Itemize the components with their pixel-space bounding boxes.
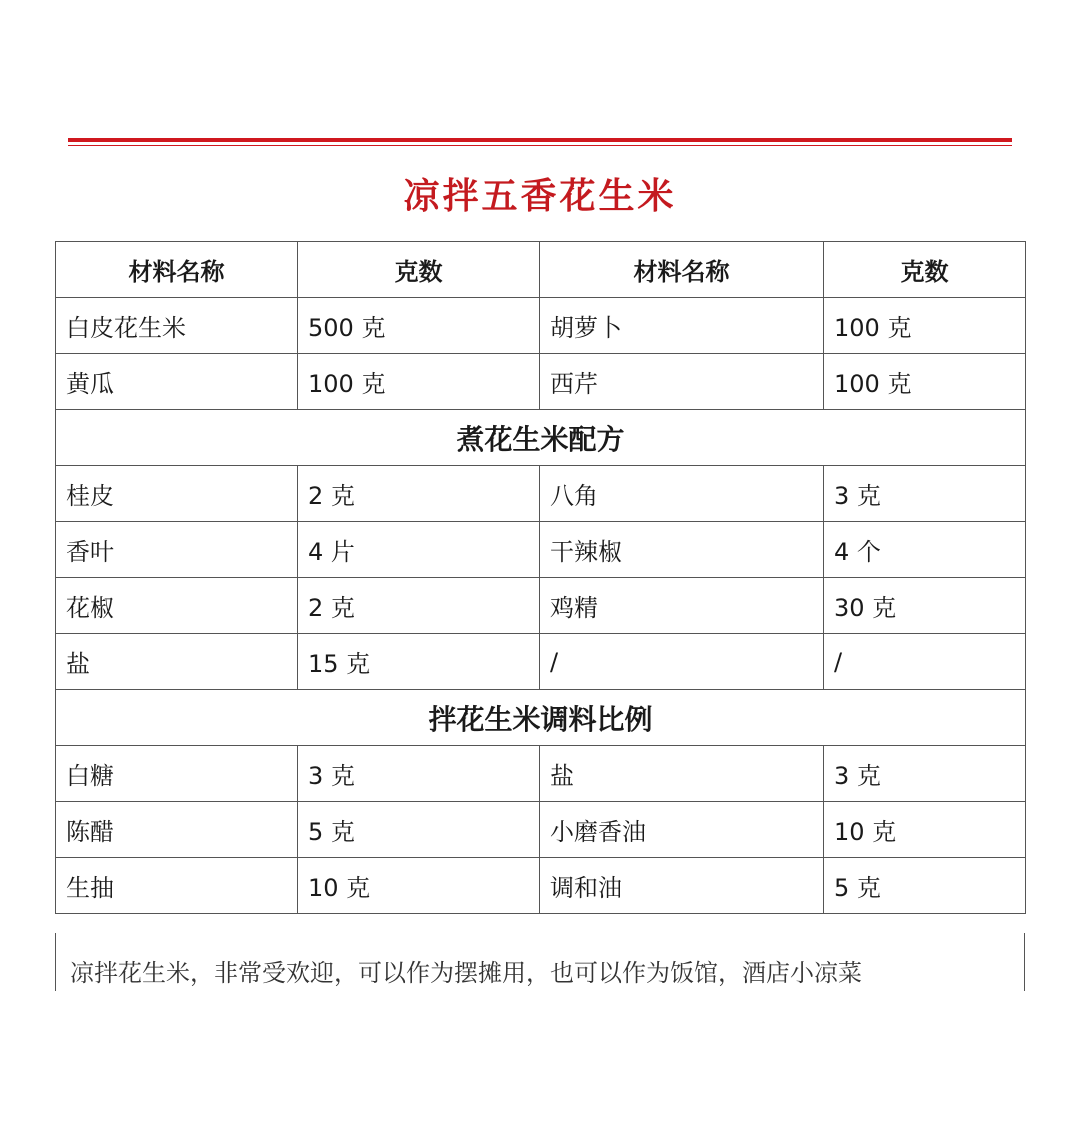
material-name: 花椒 [56, 578, 298, 634]
material-amount: 3 克 [824, 466, 1026, 522]
material-name: 香叶 [56, 522, 298, 578]
table-row [56, 522, 1026, 578]
material-amount: 4 片 [298, 522, 540, 578]
table-row [56, 298, 1026, 354]
material-name: / [540, 634, 824, 690]
material-name: 黄瓜 [56, 354, 298, 410]
material-name: 西芹 [540, 354, 824, 410]
recipe-table [55, 241, 1026, 914]
material-amount: 15 克 [298, 634, 540, 690]
table-row [56, 354, 1026, 410]
material-amount: 3 克 [824, 746, 1026, 802]
material-name: 桂皮 [56, 466, 298, 522]
material-name: 生抽 [56, 858, 298, 914]
section-title-seasoning: 拌花生米调料比例 [56, 690, 1026, 746]
header-cell-material: 材料名称 [56, 242, 298, 298]
material-name: 盐 [540, 746, 824, 802]
material-amount: 100 克 [824, 354, 1026, 410]
material-name: 八角 [540, 466, 824, 522]
material-name: 干辣椒 [540, 522, 824, 578]
material-name: 小磨香油 [540, 802, 824, 858]
table-row [56, 634, 1026, 690]
header-cell-grams: 克数 [298, 242, 540, 298]
table-row [56, 746, 1026, 802]
material-amount: 30 克 [824, 578, 1026, 634]
table-row [56, 466, 1026, 522]
material-amount: / [824, 634, 1026, 690]
top-red-rule [68, 138, 1012, 142]
material-amount: 5 克 [824, 858, 1026, 914]
material-name: 盐 [56, 634, 298, 690]
material-amount: 10 克 [298, 858, 540, 914]
page-title: 凉拌五香花生米 [403, 175, 677, 217]
material-name: 鸡精 [540, 578, 824, 634]
material-amount: 3 克 [298, 746, 540, 802]
material-amount: 500 克 [298, 298, 540, 354]
material-amount: 5 克 [298, 802, 540, 858]
material-amount: 2 克 [298, 466, 540, 522]
header-cell-grams: 克数 [824, 242, 1026, 298]
material-amount: 2 克 [298, 578, 540, 634]
material-amount: 10 克 [824, 802, 1026, 858]
recipe-note: 凉拌花生米，非常受欢迎，可以作为摆摊用，也可以作为饭馆，酒店小凉菜 [55, 933, 1025, 991]
material-name: 陈醋 [56, 802, 298, 858]
material-amount: 4 个 [824, 522, 1026, 578]
material-name: 胡萝卜 [540, 298, 824, 354]
table-row [56, 802, 1026, 858]
section-header-row [56, 410, 1026, 466]
header-cell-material: 材料名称 [540, 242, 824, 298]
material-name: 白皮花生米 [56, 298, 298, 354]
material-name: 调和油 [540, 858, 824, 914]
section-header-row [56, 690, 1026, 746]
table-header-row [56, 242, 1026, 298]
table-row [56, 858, 1026, 914]
section-title-boil: 煮花生米配方 [56, 410, 1026, 466]
material-amount: 100 克 [824, 298, 1026, 354]
material-amount: 100 克 [298, 354, 540, 410]
material-name: 白糖 [56, 746, 298, 802]
top-red-rule-thin [68, 145, 1012, 146]
table-row [56, 578, 1026, 634]
